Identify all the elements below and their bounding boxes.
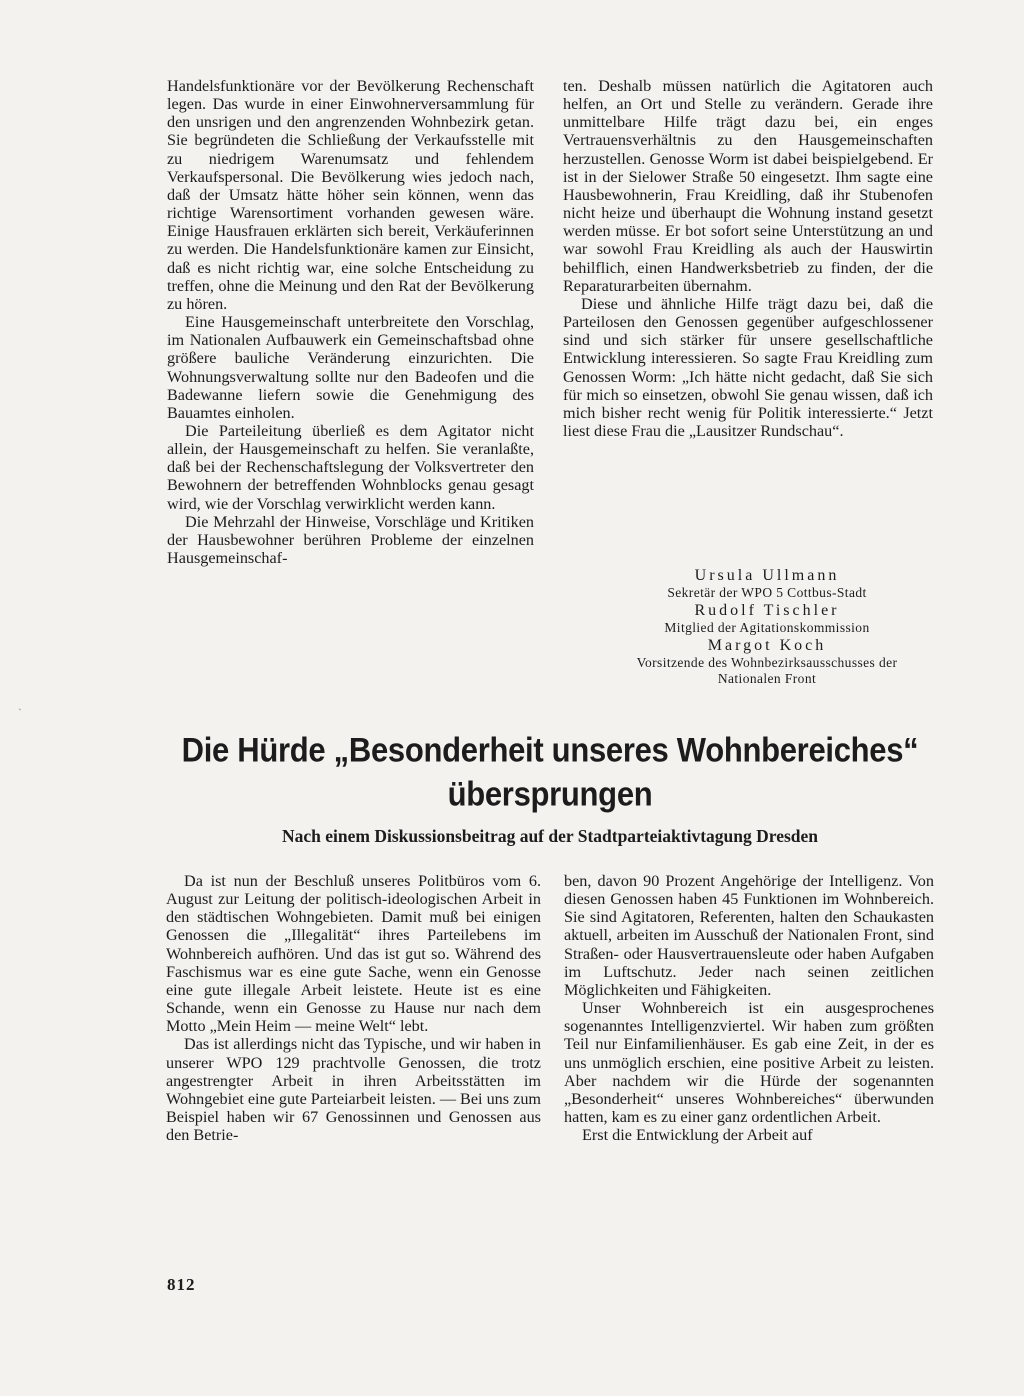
article1-column-left bbox=[167, 77, 534, 567]
paragraph: ben, davon 90 Prozent Angehörige der Intelligenz. Von diesen Genossen haben 45 Funktionen im Wohnbereich. Sie sind Agitatoren, Referenten, halten den Schaukasten aktuell, arbeiten im Ausschuß der Nationalen Front, sind Straßen- oder Hausvertrauensleute oder haben Aufgaben im Luftschutz. Jeder nach seinen zeitlichen Möglichkeiten und Fähigkeiten. bbox=[564, 872, 934, 999]
article1-column-right bbox=[563, 77, 933, 440]
paragraph: Die Parteileitung überließ es dem Agitator nicht allein, der Hausgemeinschaft zu helfen. Sie veranlaßte, daß bei der Rechenschaftslegung der Volksvertreter den Bewohnern der betreffenden Wohnblocks genau gesagt wird, wie der Vorschlag verwirklicht werden kann. bbox=[167, 421, 534, 513]
article-subheadline: Nach einem Diskussionsbeitrag auf der Stadtparteiaktivtagung Dresden bbox=[281, 826, 819, 846]
paragraph: Handelsfunktionäre vor der Bevölkerung Rechenschaft legen. Das wurde in einer Einwohnerversammlung für den unsrigen und den angrenzenden Wohnbezirk getan. Sie begründeten die Schließung der Verkaufsstelle mit zu niedrigem Warenumsatz und fehlendem Verkaufspersonal. Die Bevölkerung wies jedoch nach, daß der Umsatz hätte höher sein können, wenn das richtige Warensortiment vorhanden gewesen wäre. Einige Hausfrauen erklärten sich bereit, Verkäuferinnen zu werden. Die Handelsfunktionäre kamen zur Einsicht, daß es nicht richtig war, eine solche Entscheidung zu treffen, ohne die Meinung und den Rat der Bevölkerung zu hören. bbox=[167, 77, 534, 313]
signature-role: Vorsitzende des Wohnbezirksausschusses der Nationalen Front bbox=[636, 655, 898, 686]
page-number: 812 bbox=[167, 1275, 196, 1294]
paragraph: Unser Wohnbereich ist ein ausgesprochenes sogenanntes Intelligenzviertel. Wir haben zum größten Teil nur Einfamilienhäuser. Es gab eine Zeit, in der es uns unmöglich erschien, eine positive Arbeit zu leisten. Aber nachdem wir die Hürde der sogenannten „Besonderheit“ unseres Wohnbereiches“ überwunden hatten, kam es zu einer ganz ordentlichen Arbeit. bbox=[564, 999, 934, 1127]
paragraph: Das ist allerdings nicht das Typische, und wir haben in unserer WPO 129 prachtvolle Genossen, die trotz angestrengter Arbeit in ihren Arbeitsstätten im Wohngebiet eine gute Parteiarbeit leisten. — Bei uns zum Beispiel haben wir 67 Genossinnen und Genossen aus den Betrie- bbox=[166, 1035, 541, 1145]
signature-name: Ursula Ullmann bbox=[694, 567, 840, 584]
signature-name: Rudolf Tischler bbox=[694, 602, 840, 619]
signature-name: Margot Koch bbox=[707, 637, 827, 654]
signature-role: Mitglied der Agitationskommission bbox=[664, 620, 870, 635]
paragraph: Eine Hausgemeinschaft unterbreitete den Vorschlag, im Nationalen Aufbauwerk ein Gemeinschaftsbad ohne größere bauliche Veränderung einzurichten. Die Wohnungsverwaltung sollte nur den Badeofen und die Badewanne liefern sowie die Genehmigung des Bauamtes einholen. bbox=[167, 313, 534, 422]
signature-block bbox=[592, 566, 942, 687]
paragraph: ten. Deshalb müssen natürlich die Agitatoren auch helfen, an Ort und Stelle zu verändern. Gerade ihre unmittelbare Hilfe trägt dazu bei, ein enges Vertrauensverhältnis zu den Hausgemeinschaften herzustellen. Genosse Worm ist dabei beispielgebend. Er ist in der Sielower Straße 50 eingesetzt. Ihm sagte eine Hausbewohnerin, Frau Kreidling, daß ihr Stubenofen nicht heize und überhaupt die Wohnung instand gesetzt werden müsse. Er bot sofort seine Unterstützung an und war sowohl Frau Kreidling als auch der Hauswirtin behilflich, einen Handwerksbetrieb zu finden, der die Reparaturarbeiten übernahm. bbox=[563, 77, 933, 295]
article2-column-right bbox=[564, 872, 934, 1144]
signature-role: Sekretär der WPO 5 Cottbus-Stadt bbox=[667, 585, 867, 600]
paragraph: Erst die Entwicklung der Arbeit auf bbox=[582, 1126, 813, 1145]
article-headline: Die Hürde „Besonderheit unseres Wohnbereiches“ übersprungen bbox=[181, 730, 919, 814]
scan-mark: ` bbox=[18, 706, 22, 720]
paragraph: Da ist nun der Beschluß unseres Politbüros vom 6. August zur Leitung der politisch-ideologischen Arbeit in den städtischen Wohngebieten. Damit muß bei einigen Genossen die „Illegalität“ ihres Parteilebens im Wohnbereich aufhören. Und das ist gut so. Während des Faschismus war es eine gute Sache, wenn ein Genosse eine gute illegale Arbeit leistete. Heute ist es eine Schande, wenn ein Genosse zu Hause nur nach dem Motto „Mein Heim — meine Welt“ lebt. bbox=[166, 872, 541, 1036]
paragraph: Diese und ähnliche Hilfe trägt dazu bei, daß die Parteilosen den Genossen gegenüber aufgeschlossener sind und sich stärker für unsere gesellschaftliche Entwicklung interessieren. So sagte Frau Kreidling zum Genossen Worm: „Ich hätte nicht gedacht, daß Sie sich für mich so einsetzen, obwohl Sie genau wissen, daß ich mich bisher recht wenig für Politik interessierte.“ Jetzt liest diese Frau die „Lausitzer Rundschau“. bbox=[563, 294, 933, 440]
article2-column-left bbox=[166, 872, 541, 1144]
paragraph: Die Mehrzahl der Hinweise, Vorschläge und Kritiken der Hausbewohner berühren Probleme der einzelnen Hausgemeinschaf- bbox=[167, 512, 534, 568]
